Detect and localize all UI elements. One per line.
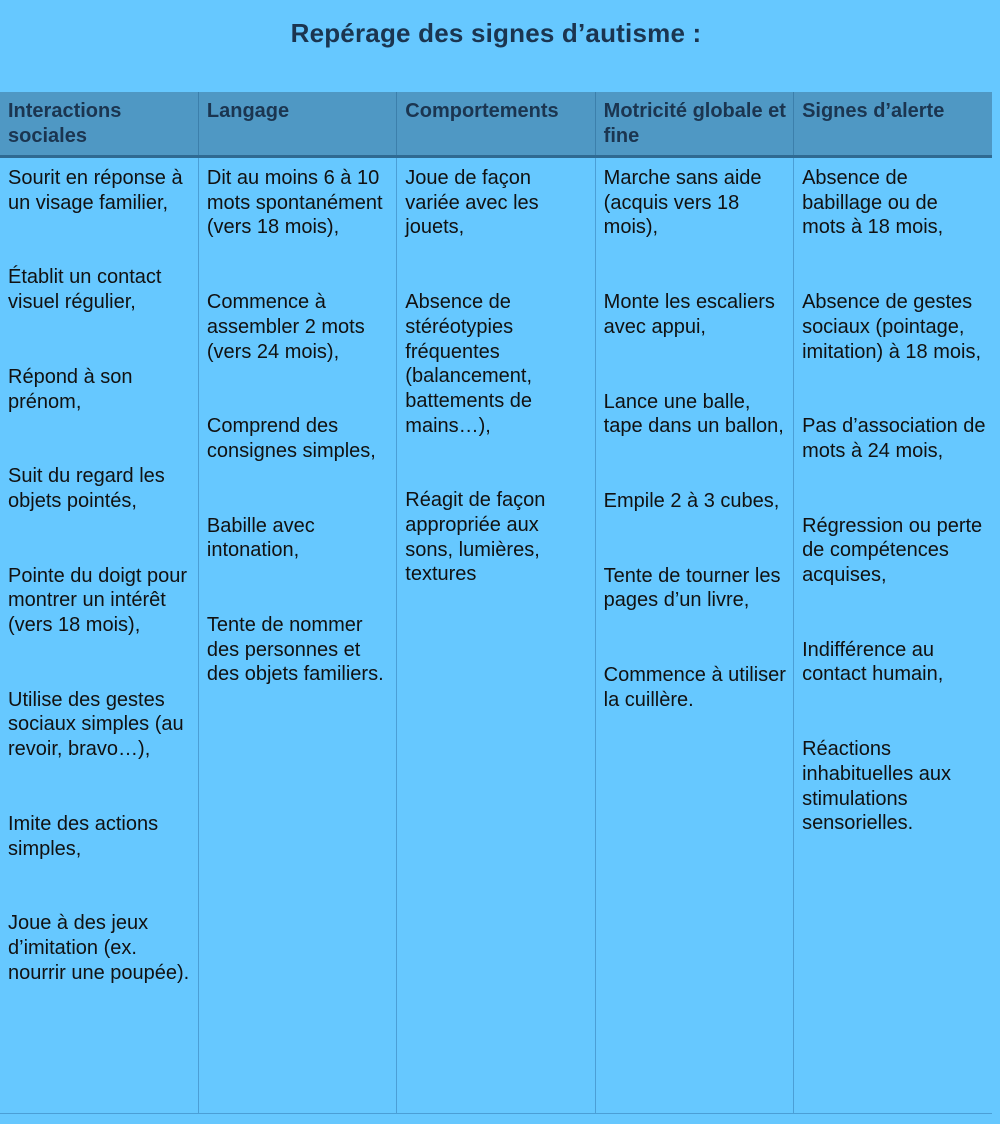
list-item: Imite des actions simples, (8, 812, 159, 860)
list-item: Réactions inhabituelles aux stimulations sensorielles. (802, 738, 952, 835)
autism-signs-table (0, 92, 992, 1114)
table-row (0, 157, 992, 1114)
list-item: Joue à des jeux d’imitation (ex. nourrir une poupée). (8, 912, 190, 984)
list-item: Utilise des gestes sociaux simples (au revoir, bravo…), (8, 688, 184, 761)
list-item: Établit un contact visuel régulier, (8, 266, 162, 314)
list-item: Comprend des consignes simples, (206, 415, 376, 462)
list-item: Dit au moins 6 à 10 mots spontanément (vers 18 mois), (206, 167, 383, 239)
list-item: Pointe du doigt pour montrer un intérêt (vers 18 mois), (8, 564, 188, 637)
table-header-row (0, 92, 992, 157)
list-item: Commence à assembler 2 mots (vers 24 mois), (206, 291, 365, 363)
column-header-warning-signs: Signes d’alerte (794, 92, 992, 157)
column-header-language: Langage (198, 92, 396, 157)
list-item: Tente de tourner les pages d’un livre, (603, 564, 781, 612)
list-item: Absence de stéréotypies fréquentes (balancement, battements de mains…), (405, 291, 533, 437)
column-header-social-interactions: Interactions sociales (0, 92, 198, 157)
column-cell-social-interactions (0, 157, 198, 1114)
column-cell-behaviors (397, 157, 595, 1114)
list-item: Sourit en réponse à un visage familier, (8, 167, 183, 214)
column-cell-motor-skills (595, 157, 793, 1114)
list-item: Absence de babillage ou de mots à 18 mois, (802, 167, 944, 239)
list-item: Joue de façon variée avec les jouets, (405, 167, 539, 239)
list-item: Répond à son prénom, (8, 365, 133, 413)
list-item: Tente de nommer des personnes et des objets familiers. (206, 614, 384, 686)
list-item: Absence de gestes sociaux (pointage, imitation) à 18 mois, (802, 291, 982, 363)
list-item: Lance une balle, tape dans un ballon, (603, 390, 784, 438)
list-item: Pas d’association de mots à 24 mois, (802, 415, 986, 462)
list-item: Suit du regard les objets pointés, (8, 465, 165, 512)
column-cell-warning-signs (794, 157, 992, 1114)
list-item: Réagit de façon appropriée aux sons, lumières, textures (405, 489, 546, 586)
list-item: Indifférence au contact humain, (802, 638, 944, 686)
list-item: Marche sans aide (acquis vers 18 mois), (603, 167, 762, 239)
list-item: Commence à utiliser la cuillère. (603, 664, 786, 711)
page-title: Repérage des signes d’autisme : (290, 18, 702, 48)
column-header-behaviors: Comportements (397, 92, 595, 157)
list-item: Empile 2 à 3 cubes, (603, 489, 780, 512)
column-cell-language (198, 157, 396, 1114)
list-item: Babille avec intonation, (206, 514, 315, 562)
list-item: Monte les escaliers avec appui, (603, 291, 775, 338)
column-header-motor-skills: Motricité globale et fine (595, 92, 793, 157)
list-item: Régression ou perte de compétences acquises, (802, 514, 983, 587)
